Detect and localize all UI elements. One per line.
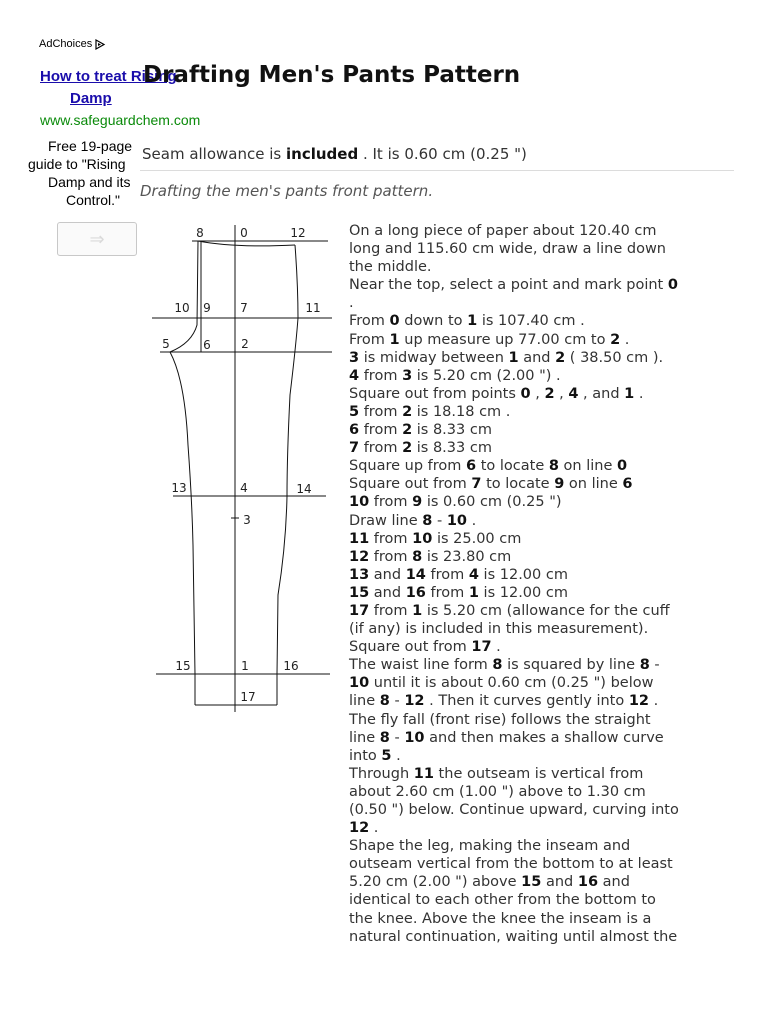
point-number: 17 [349, 602, 370, 619]
instruction-text: long and 115.60 cm wide, draw a line down [349, 241, 666, 258]
instruction-text: . [491, 639, 501, 656]
instruction-text: is 23.80 cm [422, 548, 512, 565]
point-number: 6 [466, 458, 477, 475]
point-number: 6 [349, 422, 360, 439]
point-number: 1 [412, 602, 423, 619]
instruction-text: from [359, 403, 403, 420]
instruction-text: until it is about 0.60 cm (0.25 ") below [369, 675, 654, 692]
instruction-text: from [369, 548, 413, 565]
point-number: 2 [555, 349, 566, 366]
instruction-text: is 12.00 cm [478, 584, 568, 601]
instruction-line [349, 349, 739, 367]
point-number: 9 [412, 494, 423, 511]
instruction-line [349, 512, 739, 530]
point-number: 2 [402, 440, 413, 457]
instruction-line [349, 765, 739, 783]
point-number: 10 [412, 530, 433, 547]
instruction-text: and [598, 874, 630, 891]
point-number: 0 [667, 277, 678, 294]
point-number: 4 [568, 385, 579, 402]
ad-url[interactable]: www.safeguardchem.com [40, 112, 201, 128]
instruction-text: on line [564, 476, 623, 493]
point-number: 3 [402, 367, 413, 384]
label-2: 2 [241, 337, 249, 351]
instruction-text: outseam vertical from the bottom to at least [349, 856, 673, 873]
label-9: 9 [203, 301, 211, 315]
label-8: 8 [196, 226, 204, 240]
point-number: 3 [349, 349, 360, 366]
inseam [170, 352, 195, 674]
instruction-text: is 5.20 cm (2.00 ") . [412, 367, 561, 384]
instruction-line [349, 258, 739, 276]
instruction-text: to locate [481, 476, 555, 493]
instruction-text: Square out from points [349, 385, 521, 402]
instruction-text: Shape the leg, making the inseam and [349, 838, 631, 855]
instruction-line [349, 729, 739, 747]
instruction-line [349, 855, 739, 873]
instruction-text: and [369, 584, 406, 601]
instruction-text: . [634, 385, 644, 402]
label-3: 3 [243, 513, 251, 527]
instruction-line [349, 403, 739, 421]
instruction-text: Square out from [349, 476, 472, 493]
instruction-text: (0.50 ") below. Continue upward, curving into [349, 802, 679, 818]
point-number: 5 [349, 403, 360, 420]
point-number: 17 [471, 639, 492, 656]
ad-desc-line: Free 19-page [48, 138, 133, 154]
instruction-line [349, 783, 739, 801]
instruction-line [349, 620, 739, 638]
instruction-text: up measure up 77.00 cm to [399, 331, 611, 348]
instruction-line [349, 891, 739, 909]
section-subtitle: Drafting the men's pants front pattern. [140, 182, 434, 200]
instruction-text: the middle. [349, 259, 432, 276]
arrow-right-icon: ⇒ [89, 228, 105, 250]
point-number: 1 [468, 584, 479, 601]
instruction-text: from [425, 566, 469, 583]
instruction-text: Draw line [349, 512, 423, 529]
point-number: 2 [610, 331, 621, 348]
point-number: 8 [492, 657, 503, 674]
point-number: 0 [617, 458, 628, 475]
instruction-line [349, 240, 739, 258]
instruction-text: , [554, 385, 569, 402]
point-number: 2 [402, 403, 413, 420]
instruction-text: The waist line form [349, 657, 493, 674]
instruction-line [349, 692, 739, 710]
label-7: 7 [240, 301, 248, 315]
label-15: 15 [175, 659, 191, 673]
point-number: 11 [413, 765, 434, 782]
instruction-text: from [359, 422, 403, 439]
point-number: 8 [639, 657, 650, 674]
instruction-text: is 5.20 cm (allowance for the cuff [422, 602, 670, 619]
instruction-text: From [349, 313, 390, 330]
instruction-line [349, 367, 739, 385]
instruction-text: is midway between [359, 349, 509, 366]
label-5: 5 [162, 337, 170, 351]
point-number: 13 [349, 566, 370, 583]
ad-desc-line: Damp and its [48, 174, 131, 190]
seam-post: . It is 0.60 cm (0.25 ") [358, 145, 527, 163]
point-number: 15 [349, 584, 370, 601]
point-number: 8 [422, 512, 433, 529]
point-number: 15 [521, 874, 542, 891]
instruction-text: , and [578, 385, 625, 402]
point-number: 12 [349, 820, 370, 837]
point-number: 1 [389, 331, 400, 348]
instruction-text: identical to each other from the bottom to [349, 892, 656, 909]
instruction-text: is 25.00 cm [432, 530, 522, 547]
seam-pre: Seam allowance is [142, 145, 286, 163]
instruction-text: is 0.60 cm (0.25 ") [422, 494, 562, 511]
point-number: 7 [349, 440, 360, 457]
point-number: 10 [349, 494, 370, 511]
instruction-text: From [349, 331, 390, 348]
instruction-line [349, 222, 739, 240]
instruction-text: down to [399, 313, 468, 330]
instruction-text: from [425, 584, 469, 601]
point-number: 8 [548, 458, 559, 475]
instruction-text: line [349, 729, 380, 746]
instruction-line [349, 819, 739, 837]
instruction-text: . Then it curves gently into [424, 693, 629, 710]
instruction-line [349, 493, 739, 511]
point-number: 10 [404, 729, 425, 746]
label-1: 1 [241, 659, 249, 673]
point-number: 6 [622, 476, 633, 493]
point-number: 14 [405, 566, 426, 583]
point-number: 7 [471, 476, 482, 493]
label-16: 16 [283, 659, 299, 673]
instruction-line [349, 928, 739, 946]
instruction-text: and [518, 349, 556, 366]
point-number: 4 [349, 367, 360, 384]
label-10: 10 [174, 301, 190, 315]
ad-title-line2: Damp [70, 90, 112, 107]
instruction-text: from [369, 602, 413, 619]
instruction-text: - [389, 729, 405, 746]
instruction-line [349, 294, 739, 312]
instruction-text: from [369, 494, 413, 511]
point-number: 11 [349, 530, 370, 547]
instruction-line [349, 439, 739, 457]
point-number: 8 [379, 729, 390, 746]
instruction-text: and then makes a shallow curve [424, 729, 664, 746]
point-number: 5 [381, 747, 392, 764]
instruction-text: 5.20 cm (2.00 ") above [349, 874, 522, 891]
ad-desc-line: guide to "Rising [28, 156, 126, 172]
instruction-text: from [369, 530, 413, 547]
instruction-line [349, 837, 739, 855]
instruction-line [349, 910, 739, 928]
seam-allowance-note [142, 145, 527, 163]
instruction-text: about 2.60 cm (1.00 ") above to 1.30 cm [349, 783, 646, 800]
instruction-text: . [349, 295, 354, 312]
ad-title-line1: How to treat Rising [40, 68, 177, 85]
instruction-text: and [541, 874, 578, 891]
instructions-text [349, 222, 739, 946]
instruction-text: Square out from [349, 639, 472, 656]
instruction-line [349, 656, 739, 674]
instruction-line [349, 331, 739, 349]
waist-curve [198, 241, 295, 246]
instruction-text: is 107.40 cm . [477, 313, 585, 330]
point-number: 9 [554, 476, 565, 493]
point-number: 12 [349, 548, 370, 565]
instruction-text: from [359, 440, 403, 457]
instruction-text: from [359, 367, 403, 384]
instruction-text: Near the top, select a point and mark point [349, 277, 668, 294]
instruction-text: On a long piece of paper about 120.40 cm [349, 223, 657, 239]
instruction-text: on line [558, 458, 618, 475]
instruction-text: the knee. Above the knee the inseam is a [349, 910, 652, 927]
point-number: 16 [577, 874, 599, 891]
instruction-text: - [389, 693, 405, 710]
point-number: 10 [446, 512, 467, 529]
label-13: 13 [171, 481, 187, 495]
instruction-text: , [530, 385, 545, 402]
point-number: 16 [405, 584, 426, 601]
instruction-line [349, 276, 739, 294]
label-0: 0 [240, 226, 248, 240]
point-number: 1 [508, 349, 519, 366]
instruction-text: into [349, 747, 382, 764]
point-number: 0 [389, 313, 400, 330]
instruction-text: - [432, 512, 447, 529]
instruction-line [349, 548, 739, 566]
instruction-text: . [649, 693, 659, 710]
adchoices-label: AdChoices [39, 38, 93, 50]
ad-arrow-button[interactable] [57, 222, 137, 256]
instruction-text: Square up from [349, 458, 467, 475]
instruction-text: The fly fall (front rise) follows the straight [349, 711, 651, 728]
divider [140, 170, 734, 171]
label-6: 6 [203, 338, 211, 352]
instruction-text: is 12.00 cm [478, 566, 568, 583]
page-title: Drafting Men's Pants Pattern [143, 62, 521, 88]
instruction-text: is 8.33 cm [412, 422, 492, 439]
instruction-text: ( 38.50 cm ). [565, 349, 664, 366]
point-number: 0 [520, 385, 531, 402]
instruction-text: and [369, 566, 406, 583]
instruction-text: . [620, 331, 630, 348]
ad-desc-line: Control." [66, 192, 120, 208]
point-number: 2 [402, 422, 413, 439]
instruction-text: is 18.18 cm . [412, 403, 511, 420]
instruction-line [349, 566, 739, 584]
instruction-text: line [349, 693, 380, 710]
instruction-text: . [391, 747, 401, 764]
outseam [277, 245, 298, 674]
point-number: 8 [379, 693, 390, 710]
label-14: 14 [296, 482, 312, 496]
label-12: 12 [290, 226, 306, 240]
instruction-line [349, 584, 739, 602]
instruction-text: the outseam is vertical from [433, 765, 644, 782]
point-number: 1 [624, 385, 635, 402]
point-number: 4 [468, 566, 479, 583]
instruction-line [349, 711, 739, 729]
instruction-text: natural continuation, waiting until almost the [349, 928, 678, 945]
instruction-text: . [369, 820, 379, 837]
instruction-text: (if any) is included in this measurement). [349, 621, 649, 638]
instruction-text: is 8.33 cm [412, 440, 492, 457]
label-4: 4 [240, 481, 248, 495]
instruction-line [349, 674, 739, 692]
adchoices-link[interactable] [39, 38, 105, 50]
fly-curve [170, 241, 198, 352]
instruction-text: to locate [476, 458, 549, 475]
instruction-text: . [467, 512, 477, 529]
instruction-text: Through [349, 765, 414, 782]
instruction-line [349, 312, 739, 330]
instruction-line [349, 747, 739, 765]
label-11: 11 [305, 301, 321, 315]
instruction-line [349, 801, 739, 819]
instruction-text: is squared by line [502, 657, 640, 674]
point-number: 12 [628, 693, 650, 710]
instruction-line [349, 457, 739, 475]
pattern-drawing [140, 215, 340, 720]
instruction-line [349, 602, 739, 620]
label-17: 17 [240, 690, 256, 704]
point-number: 1 [467, 313, 478, 330]
instruction-line [349, 385, 739, 403]
point-number: 2 [544, 385, 555, 402]
instruction-text: - [649, 657, 660, 674]
instruction-line [349, 873, 739, 891]
point-number: 10 [349, 675, 370, 692]
adchoices-icon [95, 39, 105, 50]
point-number: 12 [404, 693, 425, 710]
instruction-line [349, 638, 739, 656]
instruction-line [349, 475, 739, 493]
pants-pattern-diagram [140, 215, 340, 720]
instruction-line [349, 421, 739, 439]
seam-bold: included [286, 145, 359, 163]
point-number: 8 [412, 548, 423, 565]
instruction-line [349, 530, 739, 548]
